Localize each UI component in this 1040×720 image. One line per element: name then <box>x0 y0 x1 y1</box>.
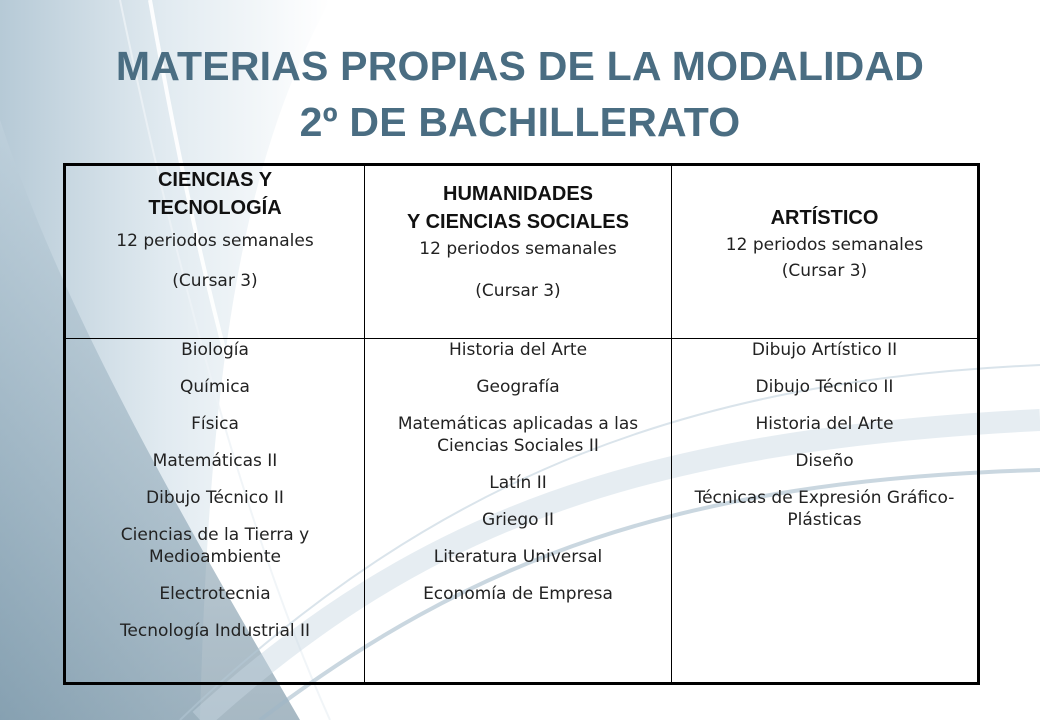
column-name-line2: Y CIENCIAS SOCIALES <box>407 211 629 233</box>
list-item: Tecnología Industrial II <box>119 621 311 641</box>
list-item: Latín II <box>489 473 547 493</box>
subjects-list-ciencias <box>65 339 365 684</box>
slide-title <box>0 38 1040 150</box>
column-note: (Cursar 3) <box>172 271 258 291</box>
subjects-list-humanidades <box>365 339 672 684</box>
list-item: Historia del Arte <box>448 340 588 360</box>
subjects-table <box>63 163 980 685</box>
column-periods: 12 periodos semanales <box>419 239 617 259</box>
table-header-row <box>65 165 979 339</box>
list-item: Ciencias de la Tierra y Medioambiente <box>120 525 310 567</box>
column-name-line1: HUMANIDADES <box>443 183 593 205</box>
title-line-1: MATERIAS PROPIAS DE LA MODALIDAD <box>115 43 925 89</box>
subjects-list-artistico <box>672 339 979 684</box>
list-item: Matemáticas aplicadas a las Ciencias Sociales II <box>397 414 639 456</box>
list-item: Química <box>180 377 250 397</box>
list-item: Dibujo Técnico II <box>146 488 284 508</box>
column-note: (Cursar 3) <box>781 261 868 281</box>
list-item: Dibujo Artístico II <box>751 340 898 360</box>
list-item: Dibujo Técnico II <box>755 377 894 397</box>
column-name-line1: ARTÍSTICO <box>770 207 879 229</box>
header-cell-humanidades <box>365 165 672 339</box>
list-item: Biología <box>181 340 249 360</box>
column-periods: 12 periodos semanales <box>116 231 314 251</box>
column-name-line2: TECNOLOGÍA <box>148 197 282 219</box>
column-name-line1: CIENCIAS Y <box>157 169 273 191</box>
table-body-row <box>65 339 979 684</box>
column-note: (Cursar 3) <box>475 281 561 301</box>
title-line-2: 2º DE BACHILLERATO <box>299 99 741 145</box>
header-cell-ciencias <box>65 165 365 339</box>
list-item: Técnicas de Expresión Gráfico-Plásticas <box>694 488 955 530</box>
list-item: Electrotecnia <box>159 584 271 604</box>
header-cell-artistico <box>672 165 979 339</box>
list-item: Física <box>191 414 239 434</box>
list-item: Economía de Empresa <box>423 584 613 604</box>
list-item: Geografía <box>476 377 560 397</box>
column-periods: 12 periodos semanales <box>725 235 924 255</box>
list-item: Literatura Universal <box>433 547 603 567</box>
list-item: Matemáticas II <box>152 451 278 471</box>
list-item: Griego II <box>482 510 554 530</box>
list-item: Diseño <box>795 451 854 471</box>
list-item: Historia del Arte <box>755 414 894 434</box>
